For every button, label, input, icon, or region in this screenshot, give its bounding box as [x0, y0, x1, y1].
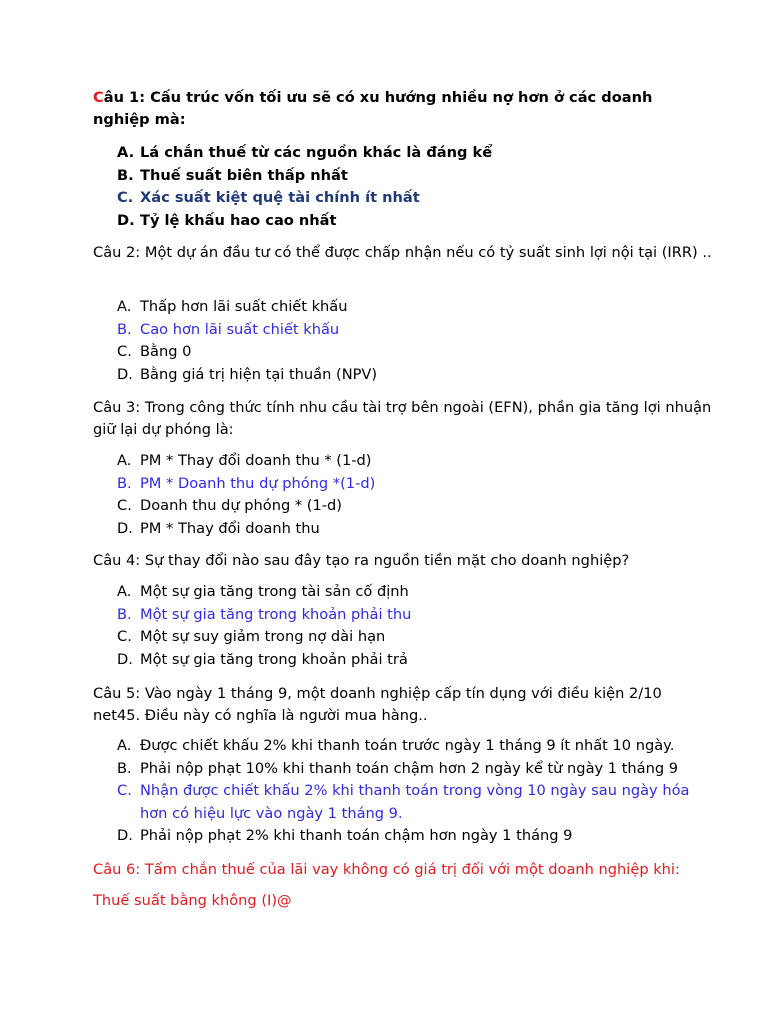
- option-label: C.: [117, 189, 134, 207]
- option-label: A.: [117, 583, 132, 600]
- question-4-stem: Câu 4: Sự thay đổi nào sau đây tạo ra nguồn tiền mặt cho doanh nghiệp?: [93, 552, 630, 569]
- option-label: B.: [117, 320, 132, 338]
- question-1-option-b: [117, 165, 717, 188]
- question-2-options: [117, 296, 717, 386]
- question-5-option-d: [117, 825, 717, 848]
- question-6-stem: Câu 6: Tấm chắn thuế của lãi vay không có giá trị đối với một doanh nghiệp khi:: [93, 861, 680, 878]
- option-label: D.: [117, 827, 133, 845]
- option-label: D.: [117, 519, 133, 537]
- option-text: PM * Thay đổi doanh thu: [140, 519, 320, 537]
- question-5-option-a: [117, 735, 717, 758]
- question-6-answer: Thuế suất bằng không (I)@: [93, 892, 292, 909]
- question-3-option-b-answer: [117, 473, 717, 496]
- option-text: PM * Doanh thu dự phóng *(1-d): [140, 474, 376, 492]
- option-label: B.: [117, 166, 134, 184]
- option-text: Một sự gia tăng trong tài sản cố định: [140, 583, 409, 600]
- question-3-option-d: [117, 518, 717, 541]
- question-4-option-b-answer: [117, 604, 717, 627]
- question-1-option-d: [117, 210, 717, 233]
- option-label: D.: [117, 365, 133, 383]
- option-label: B.: [117, 605, 132, 623]
- question-2-stem: Câu 2: Một dự án đầu tư có thể được chấp nhận nếu có tỷ suất sinh lợi nội tại (IRR) ..: [93, 244, 712, 261]
- option-text: Một sự gia tăng trong khoản phải thu: [140, 605, 412, 623]
- question-3-option-a: [117, 450, 717, 473]
- option-label: B.: [117, 474, 132, 492]
- option-label: A.: [117, 144, 135, 161]
- option-text: Bằng giá trị hiện tại thuần (NPV): [140, 365, 378, 383]
- question-5-stem: Câu 5: Vào ngày 1 tháng 9, một doanh nghiệp cấp tín dụng với điều kiện 2/10 net45. Điều này có nghĩa là người mua hàng..: [93, 685, 662, 724]
- question-1-text: âu 1: Cấu trúc vốn tối ưu sẽ có xu hướng nhiều nợ hơn ở các doanh nghiệp mà:: [93, 89, 653, 128]
- option-label: A.: [117, 737, 132, 754]
- option-text: Phải nộp phạt 2% khi thanh toán chậm hơn ngày 1 tháng 9: [140, 827, 573, 845]
- option-text: PM * Thay đổi doanh thu * (1-d): [140, 452, 372, 469]
- option-text: Thuế suất biên thấp nhất: [140, 166, 348, 184]
- question-3-option-c: [117, 495, 717, 518]
- option-text: Doanh thu dự phóng * (1-d): [140, 497, 342, 515]
- question-1-option-a: [117, 142, 717, 165]
- question-1-stem: [93, 87, 713, 131]
- option-label: B.: [117, 759, 132, 777]
- question-4-option-a: [117, 581, 717, 604]
- question-4-options: [117, 581, 717, 671]
- option-text: Tỷ lệ khấu hao cao nhất: [140, 211, 337, 229]
- option-text: Lá chắn thuế từ các nguồn khác là đáng kể: [140, 144, 493, 161]
- question-5-options: [117, 735, 717, 848]
- option-label: C.: [117, 782, 132, 800]
- option-text: Được chiết khấu 2% khi thanh toán trước ngày 1 tháng 9 ít nhất 10 ngày.: [140, 737, 675, 754]
- option-label: A.: [117, 298, 132, 315]
- question-5-option-c-answer: [117, 780, 717, 825]
- question-2-option-d: [117, 364, 717, 387]
- question-2-option-a: [117, 296, 717, 319]
- question-3-stem: Câu 3: Trong công thức tính nhu cầu tài trợ bên ngoài (EFN), phần gia tăng lợi nhuận giữ lại dự phóng là:: [93, 399, 712, 438]
- option-label: C.: [117, 497, 132, 515]
- option-label: C.: [117, 343, 132, 361]
- option-text: Cao hơn lãi suất chiết khấu: [140, 320, 340, 338]
- option-text: Bằng 0: [140, 343, 192, 361]
- question-5-option-b: [117, 758, 717, 781]
- option-label: D.: [117, 211, 135, 229]
- option-text: Thấp hơn lãi suất chiết khấu: [140, 298, 348, 315]
- question-1-option-c-answer: [117, 187, 717, 210]
- option-label: D.: [117, 650, 133, 668]
- option-label: C.: [117, 628, 132, 646]
- option-text: Một sự suy giảm trong nợ dài hạn: [140, 628, 386, 646]
- question-2-option-b-answer: [117, 319, 717, 342]
- question-3-options: [117, 450, 717, 540]
- option-text: Xác suất kiệt quệ tài chính ít nhất: [140, 189, 420, 207]
- question-1-options: [117, 142, 717, 232]
- question-2-option-c: [117, 341, 717, 364]
- option-label: A.: [117, 452, 132, 469]
- question-1-prefix: C: [93, 89, 104, 106]
- question-4-option-c: [117, 626, 717, 649]
- option-text: Phải nộp phạt 10% khi thanh toán chậm hơn 2 ngày kể từ ngày 1 tháng 9: [140, 759, 679, 777]
- question-4-option-d: [117, 649, 717, 672]
- option-text: Một sự gia tăng trong khoản phải trả: [140, 650, 408, 668]
- option-text: Nhận được chiết khấu 2% khi thanh toán trong vòng 10 ngày sau ngày hóa hơn có hiệu lực vào ngày 1 tháng 9.: [140, 782, 690, 822]
